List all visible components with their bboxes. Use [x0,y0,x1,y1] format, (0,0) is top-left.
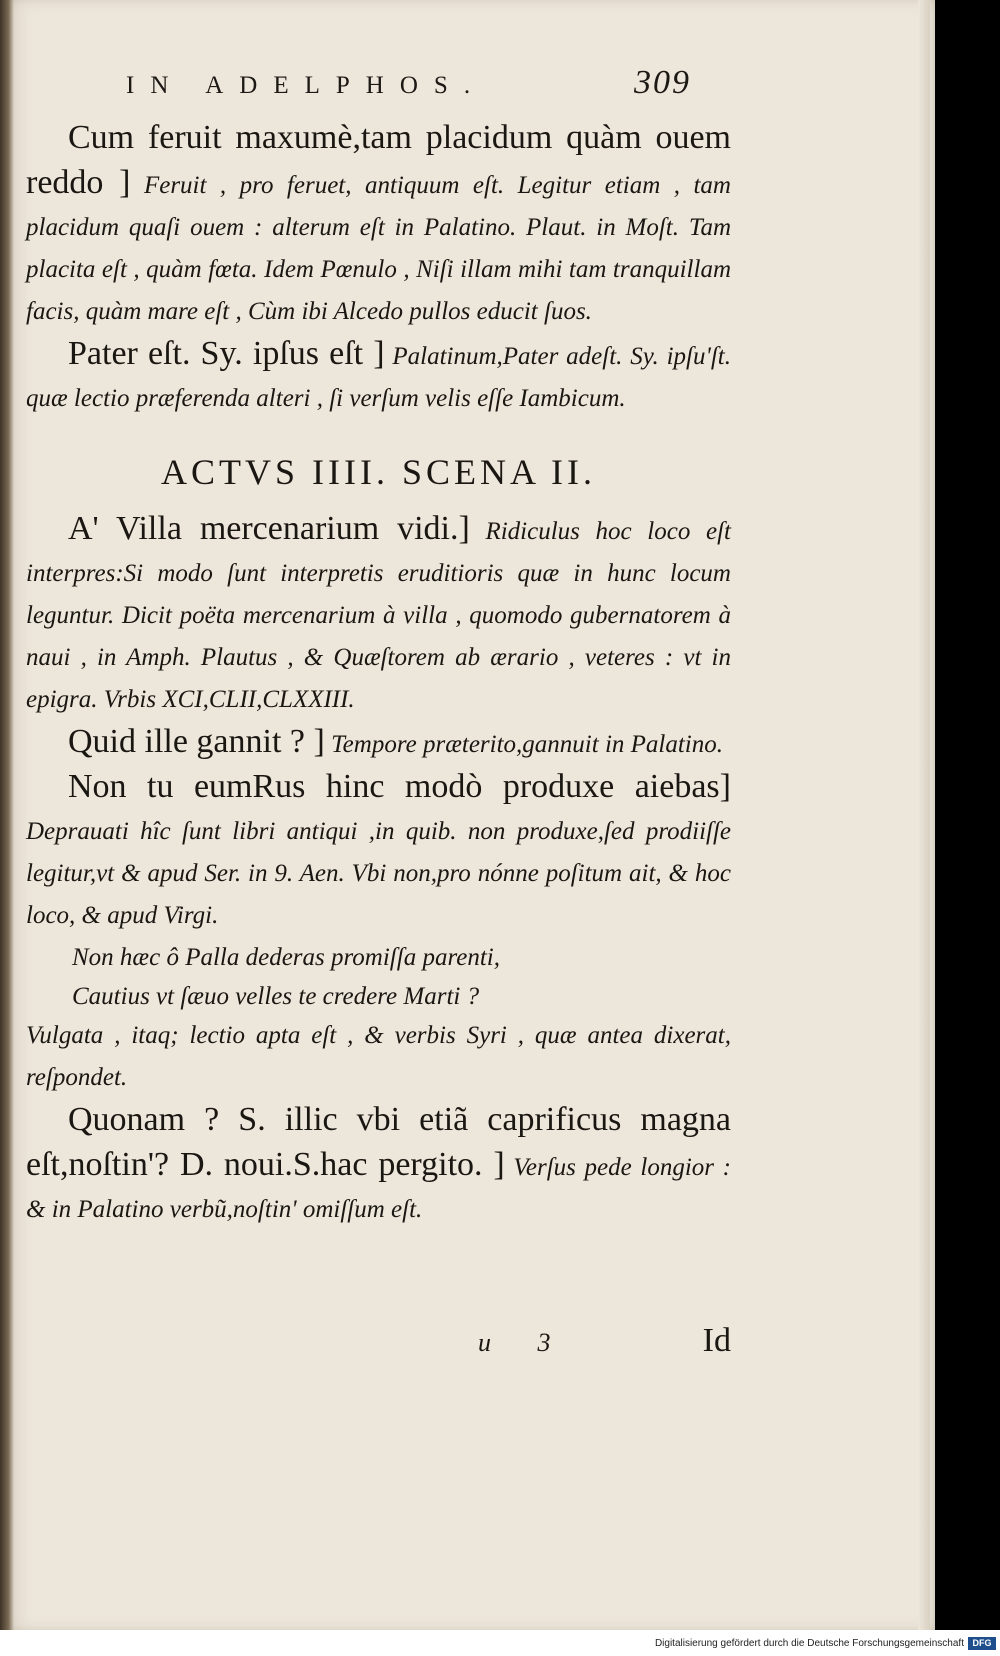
signature-mark: u 3 [478,1328,571,1357]
note-paragraph-4 [26,722,731,767]
lemma-text: Quid ille gannit ? ] [68,723,325,760]
commentary-text: Deprauati hîc ſunt libri antiqui ,in quib. non produxe,ſed prodiiſſe legitur,vt & apud Ser. in 9. Aen. Vbi non,pro nónne poſitum ait, & hoc loco, & apud Virgi. [26,818,731,929]
dfg-logo-icon: DFG [968,1637,996,1650]
section-heading: ACTVS IIII. SCENA II. [161,452,596,492]
commentary-text: Verſus pede longior : & in Palatino verbũ,noſtin' omiſſum eſt. [26,1154,731,1223]
running-title: IN ADELPHOS. [126,72,487,99]
commentary-text: Vulgata , itaq; lectio apta eſt , & verbis Syri , quæ antea dixerat, reſpondet. [26,1022,731,1091]
note-paragraph-2 [26,334,731,421]
note-paragraph-7 [26,1100,731,1232]
commentary-text: Tempore præterito,gannuit in Palatino. [324,731,723,758]
page-gutter-shadow [0,0,14,1630]
page-number: 309 [634,64,691,101]
lemma-text: Non tu eumRus hinc modò produxe aiebas] [68,768,731,805]
verse-line-2: Cautius vt ſæuo velles te credere Marti ? [72,983,480,1010]
catchword: Id [702,1322,731,1359]
commentary-text: Feruit , pro feruet, antiquum eſt. Legitur etiam , tam placidum quaſi ouem : alterum eſt in Palatino. Plaut. in Moſt. Tam placita eſt , quàm fœta. Idem Pœnulo , Niſi illam mihi tam tranquillam facis, quàm mare eſt , Cùm ibi Alcedo pullos educit ſuos. [26,172,731,325]
page-body [26,118,731,1232]
note-paragraph-3 [26,509,731,722]
lemma-text: A' Villa mercenarium vidi.] [68,510,470,547]
lemma-text: Cum feruit maxumè,tam placidum quàm ouem reddo ] [26,119,731,201]
commentary-text: Ridiculus hoc loco eſt interpres:Si modo ſunt interpretis eruditioris quæ in hunc locum leguntur. Dicit poëta mercenarium à villa , quomodo gubernatorem à naui , in Amph. Plautus , & Quæſtorem ab ærario , veteres : vt in epigra. Vrbis XCI,CLII,CLXXIII. [26,518,731,713]
note-paragraph-1 [26,118,731,334]
commentary-text: Palatinum,Pater adeſt. Sy. ipſu'ſt. quæ lectio præferenda alteri , ſi verſum velis eſſe Iambicum. [26,343,731,412]
lemma-text: Quonam ? S. illic vbi etiã caprificus magna eſt,noſtin'? D. noui.S.hac pergito. ] [26,1101,731,1183]
page-edge [918,0,930,1630]
page-footer-line [26,1322,731,1368]
note-paragraph-6 [26,1016,731,1100]
note-paragraph-5 [26,767,731,938]
verse-line-1: Non hæc ô Palla dederas promiſſa parenti, [72,944,500,971]
funding-credit: Digitalisierung gefördert durch die Deutsche Forschungsgemeinschaft [654,1638,964,1649]
lemma-text: Pater eſt. Sy. ipſus eſt ] [68,335,385,372]
